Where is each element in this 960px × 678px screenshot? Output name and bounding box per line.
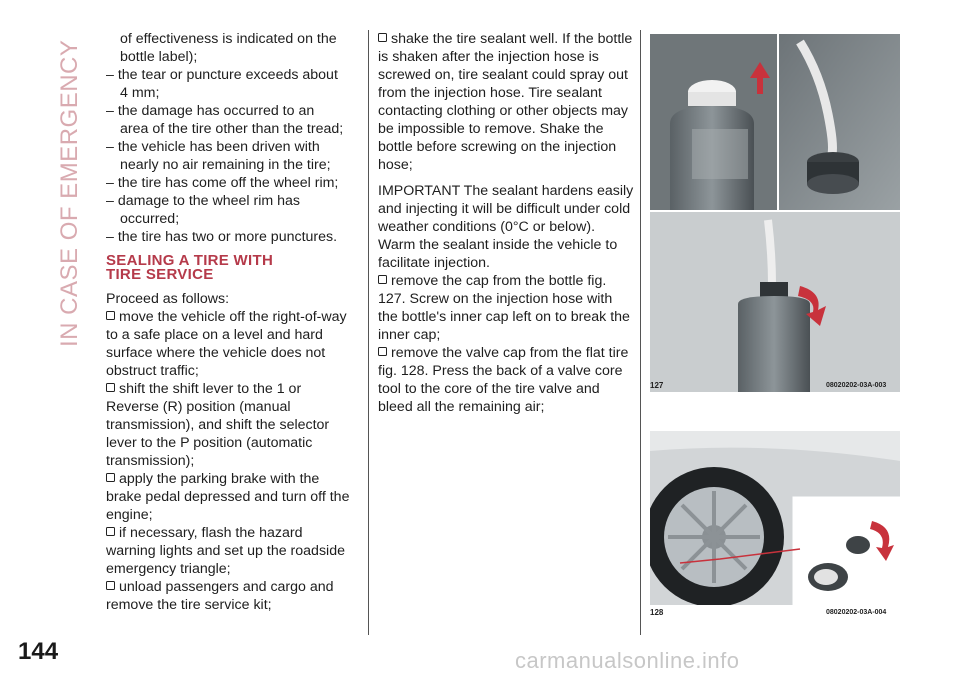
condition-item: – damage to the wheel rim has occurred;: [106, 193, 301, 227]
step-item: shake the tire sealant well. If the bottle is shaken after the injection hose is screwed on, tire sealant could spray out from the injection hose. Tire sealant contacting clothing or other objects may be impossible to remove. Shake the bottle before screwing on the injection hose;: [378, 31, 633, 173]
checkbox-bullet-icon: [106, 581, 115, 590]
column-middle: [378, 30, 634, 416]
chapter-title: IN CASE OF EMERGENCY: [56, 40, 83, 348]
figure-code: 08020202-03A-003: [826, 382, 887, 389]
checkbox-bullet-icon: [106, 527, 115, 536]
condition-list: [106, 66, 356, 246]
step-item: apply the parking brake with the brake pedal depressed and turn off the engine;: [106, 471, 350, 523]
step-item: remove the cap from the bottle fig. 127. Screw on the injection hose with the bottle's inner cap left on to break the inner cap;: [378, 273, 630, 343]
figure-number: 128: [650, 608, 664, 617]
sealant-bottle-illustration: [650, 34, 900, 392]
step-item: if necessary, flash the hazard warning lights and set up the roadside emergency triangle;: [106, 525, 345, 577]
condition-item: – the tire has come off the wheel rim;: [106, 175, 339, 191]
column-left: [106, 30, 356, 614]
step-item: move the vehicle off the right-of-way to a safe place on a level and hard surface where the vehicle does not obstruct traffic;: [106, 309, 347, 379]
step-item: remove the valve cap from the flat tire fig. 128. Press the back of a valve core tool to the core of the tire valve and bleed all the remaining air;: [378, 345, 629, 415]
figure-127: [650, 34, 900, 392]
checkbox-bullet-icon: [378, 275, 387, 284]
step-item: shift the shift lever to the 1 or Reverse (R) position (manual transmission), and shift the selector lever to the P position (automatic transmission);: [106, 381, 330, 469]
condition-item: – the damage has occurred to an area of the tire other than the tread;: [106, 103, 344, 137]
section-heading: SEALING A TIRE WITH TIRE SERVICE: [106, 252, 274, 283]
figure-code: 08020202-03A-004: [826, 609, 887, 616]
page-number: 144: [18, 638, 59, 665]
column-divider: [640, 30, 641, 635]
condition-item: – the tire has two or more punctures.: [106, 229, 338, 245]
step-item: unload passengers and cargo and remove the tire service kit;: [106, 579, 334, 613]
checkbox-bullet-icon: [106, 383, 115, 392]
condition-item: – the vehicle has been driven with nearly no air remaining in the tire;: [106, 139, 331, 173]
checkbox-bullet-icon: [106, 473, 115, 482]
checkbox-bullet-icon: [378, 347, 387, 356]
figure-128: [650, 431, 900, 605]
checkbox-bullet-icon: [106, 311, 115, 320]
column-divider: [368, 30, 369, 635]
figure-number: 127: [650, 381, 664, 390]
checkbox-bullet-icon: [378, 33, 387, 42]
watermark: carmanualsonline.info: [515, 648, 740, 673]
important-note: IMPORTANT The sealant hardens easily and injecting it will be difficult under cold weather conditions (0°C or below). Warm the sealant inside the vehicle to facilitate injection.: [378, 183, 634, 271]
tire-valve-illustration: [650, 431, 900, 605]
intro-continuation: of effectiveness is indicated on the bottle label);: [120, 31, 337, 65]
condition-item: – the tear or puncture exceeds about 4 mm;: [106, 67, 338, 101]
proceed-text: Proceed as follows:: [106, 291, 230, 307]
